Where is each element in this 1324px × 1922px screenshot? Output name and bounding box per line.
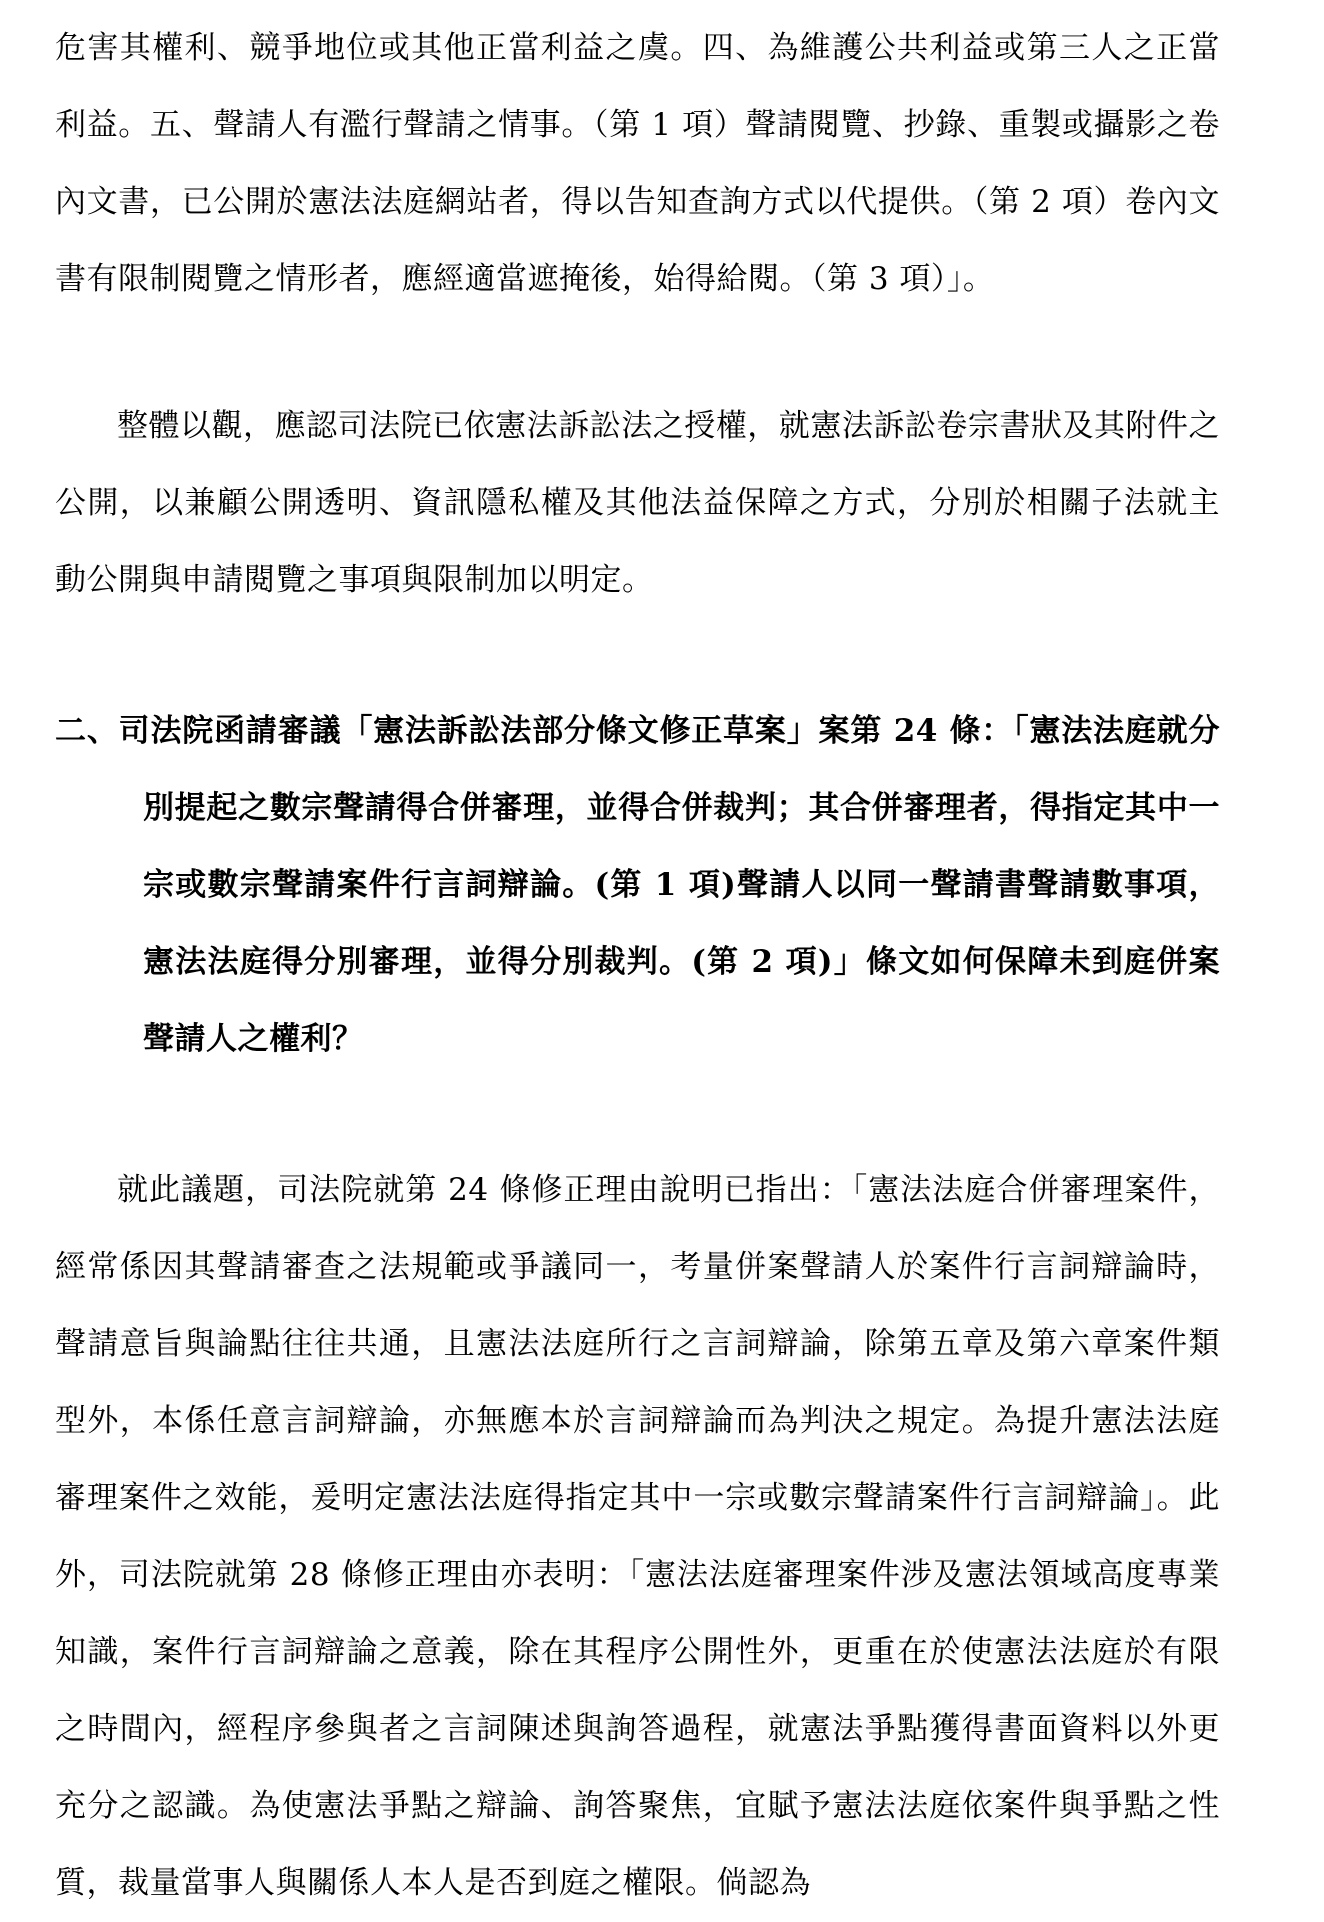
paragraph-spacer	[55, 619, 1220, 693]
paragraph-article-24-analysis: 就此議題，司法院就第 24 條修正理由說明已指出：「憲法法庭合併審理案件，經常係因其聲請審查之法規範或爭議同一，考量併案聲請人於案件行言詞辯論時，聲請意旨與論點往往共通，且憲法法庭所行之言詞辯論，除第五章及第六章案件類型外，本係任意言詞辯論，亦無應本於言詞辯論而為判決之規定。為提升憲法法庭審理案件之效能，爰明定憲法法庭得指定其中一宗或數宗聲請案件行言詞辯論」。此外，司法院就第 28 條修正理由亦表明：「憲法法庭審理案件涉及憲法領域高度專業知識，案件行言詞辯論之意義，除在其程序公開性外，更重在於使憲法法庭於有限之時間內，經程序參與者之言詞陳述與詢答過程，就憲法爭點獲得書面資料以外更充分之認識。為使憲法爭點之辯論、詢答聚焦，宜賦予憲法法庭依案件與爭點之性質，裁量當事人與關係人本人是否到庭之權限。倘認為	[55, 1172, 1220, 1901]
paragraph-spacer	[55, 1078, 1220, 1152]
section-heading-article-24: 二、司法院函請審議「憲法訴訟法部分條文修正草案」案第 24 條：「憲法法庭就分別提起之數宗聲請得合併審理，並得合併裁判；其合併審理者，得指定其中一宗或數宗聲請案件行言詞辯論。(第 1 項)聲請人以同一聲請書聲請數事項，憲法法庭得分別審理，並得分別裁判。(第 2 項)」條文如何保障未到庭併案聲請人之權利？	[55, 713, 1220, 1057]
paragraph-disclosure-rules: 危害其權利、競爭地位或其他正當利益之虞。四、為維護公共利益或第三人之正當利益。五、聲請人有濫行聲請之情事。（第 1 項）聲請閱覽、抄錄、重製或攝影之卷內文書，已公開於憲法法庭網站者，得以告知查詢方式以代提供。（第 2 項）卷內文書有限制閱覽之情形者，應經適當遮掩後，始得給閱。（第 3 項）」。	[55, 30, 1220, 297]
document-body	[55, 10, 1220, 1922]
paragraph-spacer	[55, 318, 1220, 388]
paragraph-overall-assessment: 整體以觀，應認司法院已依憲法訴訟法之授權，就憲法訴訟卷宗書狀及其附件之公開，以兼顧公開透明、資訊隱私權及其他法益保障之方式，分別於相關子法就主動公開與申請閱覽之事項與限制加以明定。	[55, 408, 1220, 598]
